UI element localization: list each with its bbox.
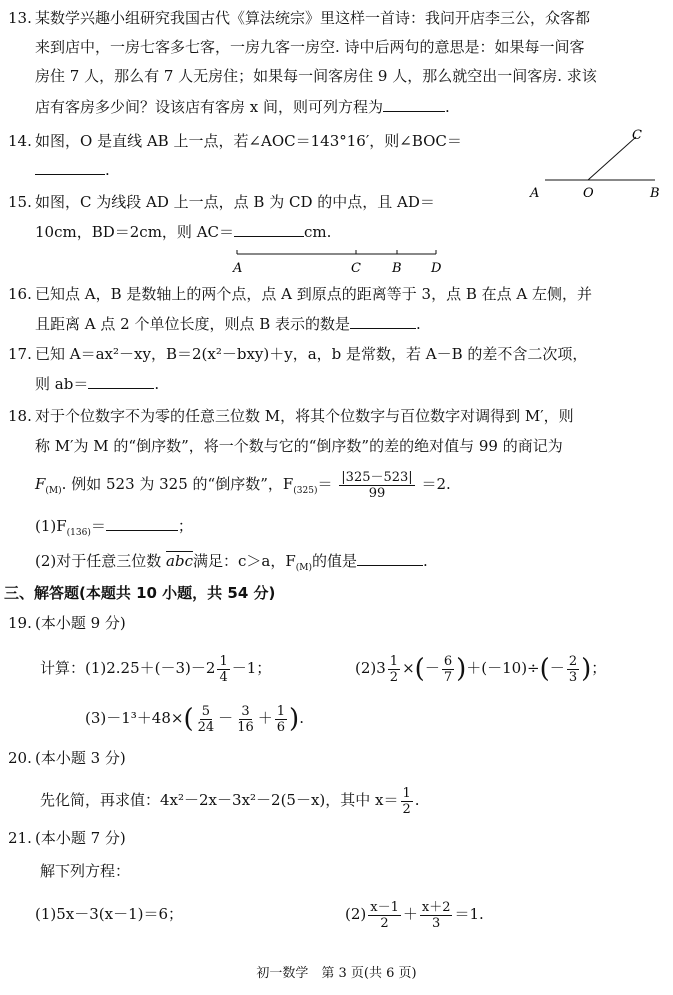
q13-line3: 房住 7 人，那么有 7 人无房住；如果每一间客房住 9 人，那么就空出一间客房. 求该 bbox=[35, 67, 597, 85]
q15-line2: 10cm，BD＝2cm，则 AC＝ cm. bbox=[35, 223, 332, 241]
seg-point-d: D bbox=[431, 261, 442, 276]
q15-answer-blank[interactable] bbox=[234, 222, 304, 237]
q16-line2: 且距离 A 点 2 个单位长度，则点 B 表示的数是 . bbox=[35, 315, 421, 333]
section-3-heading: 三、解答题(本题共 10 小题，共 54 分) bbox=[4, 584, 276, 602]
point-a-label: A bbox=[530, 186, 540, 201]
point-o-label: O bbox=[583, 186, 594, 201]
q21-intro: 解下列方程： bbox=[40, 862, 131, 880]
angle-figure bbox=[520, 125, 670, 205]
q18-part1-blank[interactable] bbox=[106, 516, 178, 531]
q13-answer-blank[interactable] bbox=[383, 97, 445, 112]
q18-line1: 18. 对于个位数字不为零的任意三位数 M，将其个位数字与百位数字对调得到 M′，则 bbox=[8, 407, 574, 425]
q21-header: 21. (本小题 7 分) bbox=[8, 829, 126, 847]
q19-calc3: (3)－1³＋48×( $\frac{5}{24}$ － $\frac{3}{16}$ ＋ $\frac{1}{6}$ ). bbox=[85, 703, 304, 735]
q18-line2: 称 M′为 M 的“倒序数”，将一个数与它的“倒序数”的差的绝对值与 99 的商记为 bbox=[35, 437, 563, 455]
q19-calc2: (2)3 $\frac{1}{2}$ ×(－ $\frac{6}{7}$ )＋(－10)÷(－ $\frac{2}{3}$ )； bbox=[355, 653, 607, 685]
q18-part1: $(1)F_{(136)}=$ ； bbox=[35, 517, 193, 538]
q15-line1: 15. 如图，C 为线段 AD 上一点，点 B 为 CD 的中点，且 AD＝ bbox=[8, 193, 435, 211]
q18-part2-blank[interactable] bbox=[357, 551, 423, 566]
point-c-label: C bbox=[632, 128, 642, 143]
q14-line2: . bbox=[35, 160, 110, 180]
q20-header: 20. (本小题 3 分) bbox=[8, 749, 126, 767]
segment-figure bbox=[225, 244, 455, 278]
q14-line1: 14. 如图，O 是直线 AB 上一点，若∠AOC＝143°16′，则∠BOC＝ bbox=[8, 132, 462, 150]
q13-line4: 店有客房多少间？设该店有客房 x 间，则可列方程为 . bbox=[35, 98, 450, 116]
q14-answer-blank[interactable] bbox=[35, 160, 105, 175]
point-b-label: B bbox=[650, 186, 660, 201]
q20-text: 先化简，再求值：4x²－2x－3x²－2(5－x)，其中 x＝ $\frac{1}{2}$ . bbox=[40, 785, 420, 817]
q16-line1: 16. 已知点 A，B 是数轴上的两个点，点 A 到原点的距离等于 3，点 B 在点 A 左侧，并 bbox=[8, 285, 593, 303]
q18-line3: $F_{(M)}$. 例如 523 为 325 的“倒序数”，$F_{(325)}=$ $\frac{|325-523|}{99}$ ＝2. bbox=[35, 469, 451, 501]
q13-line1: 13. 某数学兴趣小组研究我国古代《算法统宗》里这样一首诗：我问开店李三公，众客都 bbox=[8, 9, 591, 27]
seg-point-a: A bbox=[233, 261, 243, 276]
q17-answer-blank[interactable] bbox=[88, 374, 154, 389]
q17-line2: 则 ab＝ . bbox=[35, 375, 160, 393]
seg-point-c: C bbox=[351, 261, 361, 276]
q17-line1: 17. 已知 A＝ax²－xy，B＝2(x²－bxy)＋y，a，b 是常数，若 A－B 的差不含二次项， bbox=[8, 345, 588, 363]
seg-point-b: B bbox=[392, 261, 402, 276]
q21-eq2: (2) $\frac{x-1}{2}$ ＋ $\frac{x+2}{3}$ ＝1. bbox=[345, 899, 484, 931]
q18-part2: (2)对于任意三位数 $\overline{abc}$满足：c＞a，$F_{(M)}$的值是 . bbox=[35, 552, 428, 573]
q19-header: 19. (本小题 9 分) bbox=[8, 614, 126, 632]
q19-calc1: 计算：(1)2.25＋(－3)－2 $\frac{1}{4}$ －1； bbox=[40, 653, 272, 685]
q16-answer-blank[interactable] bbox=[350, 314, 416, 329]
page-footer: 初一数学 第 3 页(共 6 页) bbox=[256, 966, 417, 981]
q13-line2: 来到店中，一房七客多七客，一房九客一房空. 诗中后两句的意思是：如果每一间客 bbox=[35, 38, 585, 56]
q21-eq1: (1)5x－3(x－1)＝6； bbox=[35, 905, 184, 923]
q18-fraction: $\frac{|325-523|}{99}$ bbox=[341, 469, 413, 501]
ray-oc bbox=[588, 137, 636, 180]
